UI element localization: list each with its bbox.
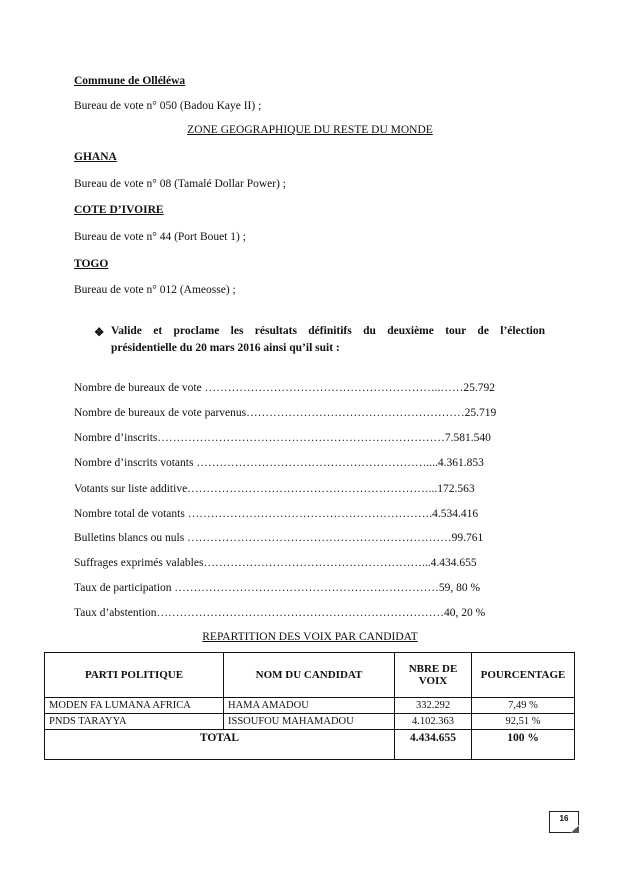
page-number: 16: [559, 814, 569, 823]
cell-candidat: ISSOUFOU MAHAMADOU: [224, 714, 395, 730]
stat-participation: Taux de participation ……………………………………………………………59, 80 %: [74, 582, 481, 594]
header-pourcentage: POURCENTAGE: [472, 653, 575, 698]
cell-candidat: HAMA AMADOU: [224, 698, 395, 714]
stat-inscrits: Nombre d’inscrits…………………………………………………………………7.581.540: [74, 432, 491, 444]
country-togo: TOGO: [74, 258, 109, 270]
stat-total-votants: Nombre total de votants ……………………………………………………….4.534.416: [74, 508, 479, 520]
bureau-ghana: Bureau de vote n° 08 (Tamalé Dollar Power) ;: [74, 178, 287, 190]
stat-abstention: Taux d’abstention…………………………………………………………………40, 20 %: [74, 607, 486, 619]
header-parti: PARTI POLITIQUE: [45, 653, 224, 698]
results-table: [44, 652, 575, 760]
bureau-togo: Bureau de vote n° 012 (Ameosse) ;: [74, 284, 236, 296]
table-row: [45, 714, 575, 730]
table-header-row: [45, 653, 575, 698]
total-label: TOTAL: [45, 730, 395, 760]
total-pourcentage: 100 %: [472, 730, 575, 760]
header-candidat: NOM DU CANDIDAT: [224, 653, 395, 698]
cell-voix: 332.292: [395, 698, 472, 714]
table-total-row: [45, 730, 575, 760]
bullet-icon: ❖: [94, 327, 105, 339]
bureau-cote-divoire: Bureau de vote n° 44 (Port Bouet 1) ;: [74, 231, 246, 243]
stat-bureaux: Nombre de bureaux de vote ……………………………………………………..……25.792: [74, 382, 495, 394]
table-title: REPARTITION DES VOIX PAR CANDIDAT: [202, 631, 418, 643]
header-voix: NBRE DE VOIX: [395, 653, 472, 698]
stat-suffrages: Suffrages exprimés valables…………………………………………………...4.434.655: [74, 557, 477, 569]
table-row: [45, 698, 575, 714]
cell-pourcentage: 92,51 %: [472, 714, 575, 730]
stat-blancs-nuls: Bulletins blancs ou nuls ……………………………………………………………99.761: [74, 532, 484, 544]
cell-parti: PNDS TARAYYA: [45, 714, 224, 730]
page-fold-icon: [571, 825, 579, 833]
country-cote-divoire: COTE D’IVOIRE: [74, 204, 164, 216]
proclamation-line1: Valide et proclame les résultats définitifs du deuxième tour de l’élection: [111, 325, 545, 337]
total-voix: 4.434.655: [395, 730, 472, 760]
cell-voix: 4.102.363: [395, 714, 472, 730]
page-number-box: [549, 811, 579, 833]
stat-inscrits-votants: Nombre d’inscrits votants ……………………………………………………....4.361.853: [74, 457, 484, 469]
country-ghana: GHANA: [74, 151, 117, 163]
commune-bureau: Bureau de vote n° 050 (Badou Kaye II) ;: [74, 100, 262, 112]
stat-bureaux-parvenus: Nombre de bureaux de vote parvenus…………………………………………………25.719: [74, 407, 497, 419]
commune-title: Commune de Olléléwa: [74, 75, 186, 87]
zone-title: ZONE GEOGRAPHIQUE DU RESTE DU MONDE: [187, 124, 433, 136]
cell-pourcentage: 7,49 %: [472, 698, 575, 714]
proclamation-line2: présidentielle du 20 mars 2016 ainsi qu’il suit :: [111, 342, 340, 354]
cell-parti: MODEN FA LUMANA AFRICA: [45, 698, 224, 714]
stat-liste-additive: Votants sur liste additive………………………………………………………...172.563: [74, 483, 475, 495]
